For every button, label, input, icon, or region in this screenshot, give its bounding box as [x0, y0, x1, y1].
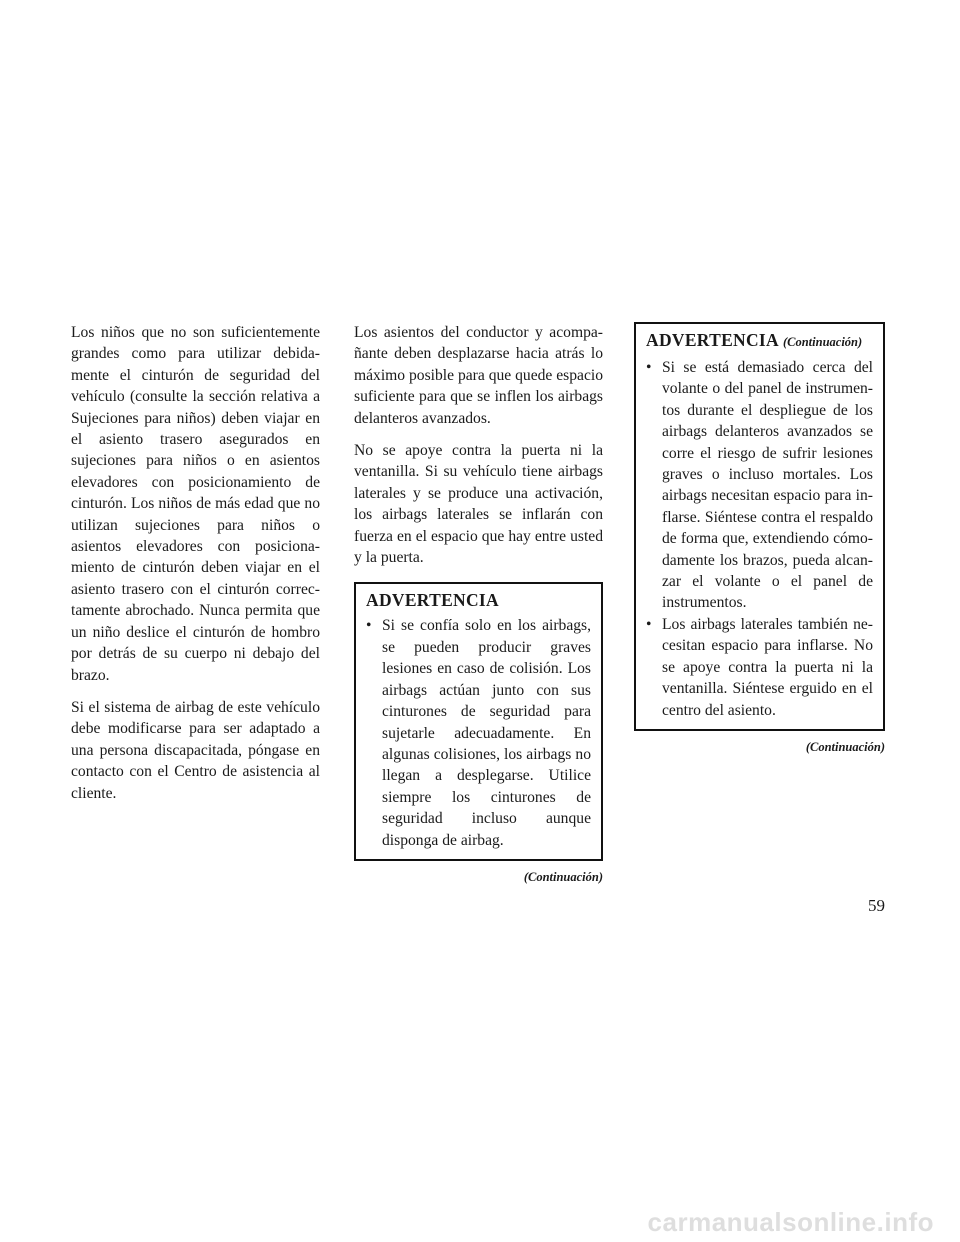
column-3: [634, 322, 885, 758]
warning-title: ADVERTENCIA: [366, 590, 499, 611]
continuation-note: (Continuación): [805, 739, 885, 754]
watermark-text: carmanualsonline.info: [647, 1206, 934, 1237]
paragraph-children-seating: Los niños que no son suficientemente grandes como para utilizar debidamente el cinturón de seguridad del vehículo (consulte la sección relativa a Sujeciones para niños) deben viajar en el asiento trasero asegurados en sujeciones para niños o en asientos elevadores con posicionamiento de cinturón. Los niños de más edad que no utilizan sujeciones para niños o asientos elevadores con posicionamiento de cinturón deben viajar en el asiento trasero con el cinturón correctamente abrochado. Nunca permita que un niño deslice el cinturón de hombro por detrás de su cuerpo ni debajo del brazo.: [71, 324, 320, 684]
warning-item: • Los airbags laterales también necesitan espacio para inflarse. No se apoye contra la puerta ni la ventanilla. Siéntese erguido en el centro del asiento.: [646, 614, 873, 721]
warning-list: [646, 357, 873, 721]
warning-title: ADVERTENCIA (Continuación): [646, 330, 863, 350]
warning-title-suffix: (Continuación): [782, 335, 863, 349]
warning-box-continued: [634, 322, 885, 731]
warning-list: [366, 615, 591, 850]
column-1: [71, 322, 320, 815]
column-2: [354, 322, 603, 888]
warning-box: [354, 582, 603, 860]
warning-item: • Si se confía solo en los airbags, se pueden producir graves lesiones en caso de colisión. Los airbags actúan junto con sus cinturones de seguridad para sujetarle adecuadamente. En algunas colisiones, los airbags no llegan a desplegarse. Utilice siempre los cinturones de seguridad incluso aunque disponga de airbag.: [366, 615, 591, 850]
paragraph-side-airbags: No se apoye contra la puerta ni la ventanilla. Si su vehículo tiene airbags laterales y se produce una activación, los airbags laterales se inflarán con fuerza en el espacio que hay entre usted y la puerta.: [354, 442, 603, 567]
paragraph-seat-position: Los asientos del conductor y acompañante deben desplazarse hacia atrás lo máximo posible para que quede espacio suficiente para que se inflen los airbags delanteros avanzados.: [354, 324, 603, 427]
warning-item: • Si se está demasiado cerca del volante o del panel de instrumentos durante el despliegue de los airbags delanteros avanzados se corre el riesgo de sufrir lesiones graves o incluso mortales. Los airbags necesitan espacio para inflarse. Siéntese contra el respaldo de forma que, extendiendo cómodamente los brazos, pueda alcanzar el volante o el panel de instrumentos.: [646, 357, 873, 614]
page-number: 59: [868, 896, 885, 915]
continuation-note: (Continuación): [523, 869, 603, 884]
paragraph-disabled-modification: Si el sistema de airbag de este vehículo debe modificarse para ser adaptado a una persona discapacitada, póngase en contacto con el Centro de asistencia al cliente.: [71, 698, 320, 802]
